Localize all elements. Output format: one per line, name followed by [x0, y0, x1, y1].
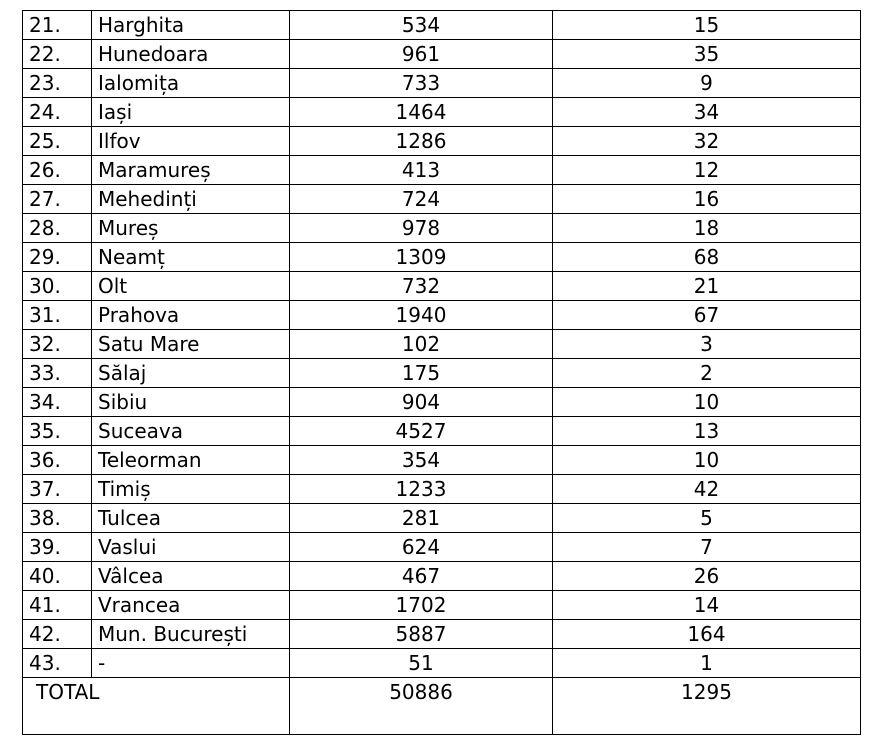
- value-b: 35: [553, 40, 861, 69]
- data-table: [22, 10, 861, 735]
- row-number: 24.: [23, 98, 92, 127]
- row-number: 25.: [23, 127, 92, 156]
- total-value-a: 50886: [290, 678, 553, 735]
- table-row: [23, 417, 861, 446]
- value-b: 12: [553, 156, 861, 185]
- table-row: [23, 591, 861, 620]
- value-b: 26: [553, 562, 861, 591]
- value-a: 724: [290, 185, 553, 214]
- row-number: 43.: [23, 649, 92, 678]
- value-a: 1464: [290, 98, 553, 127]
- value-a: 175: [290, 359, 553, 388]
- county-name: Satu Mare: [92, 330, 290, 359]
- county-name: Iași: [92, 98, 290, 127]
- county-name: Suceava: [92, 417, 290, 446]
- value-a: 5887: [290, 620, 553, 649]
- county-name: Teleorman: [92, 446, 290, 475]
- row-number: 41.: [23, 591, 92, 620]
- county-name: Maramureș: [92, 156, 290, 185]
- row-number: 34.: [23, 388, 92, 417]
- county-name: Vâlcea: [92, 562, 290, 591]
- county-name: Mun. București: [92, 620, 290, 649]
- total-value-b: 1295: [553, 678, 861, 735]
- value-b: 10: [553, 446, 861, 475]
- value-a: 1940: [290, 301, 553, 330]
- table-row: [23, 11, 861, 40]
- county-name: Hunedoara: [92, 40, 290, 69]
- value-b: 10: [553, 388, 861, 417]
- table-row: [23, 272, 861, 301]
- row-number: 26.: [23, 156, 92, 185]
- row-number: 22.: [23, 40, 92, 69]
- value-a: 1233: [290, 475, 553, 504]
- value-a: 467: [290, 562, 553, 591]
- table-body: [23, 11, 861, 735]
- value-b: 3: [553, 330, 861, 359]
- table-row: [23, 649, 861, 678]
- row-number: 33.: [23, 359, 92, 388]
- table-row: [23, 301, 861, 330]
- value-b: 21: [553, 272, 861, 301]
- row-number: 38.: [23, 504, 92, 533]
- table-row: [23, 156, 861, 185]
- value-b: 32: [553, 127, 861, 156]
- table-row: [23, 243, 861, 272]
- table-row: [23, 330, 861, 359]
- value-b: 68: [553, 243, 861, 272]
- value-a: 904: [290, 388, 553, 417]
- value-b: 164: [553, 620, 861, 649]
- value-a: 51: [290, 649, 553, 678]
- value-b: 34: [553, 98, 861, 127]
- table-row: [23, 185, 861, 214]
- table-row: [23, 504, 861, 533]
- value-b: 13: [553, 417, 861, 446]
- value-b: 15: [553, 11, 861, 40]
- table-row: [23, 446, 861, 475]
- value-a: 733: [290, 69, 553, 98]
- total-row: [23, 678, 861, 735]
- row-number: 21.: [23, 11, 92, 40]
- value-a: 1309: [290, 243, 553, 272]
- county-name: Ilfov: [92, 127, 290, 156]
- value-b: 1: [553, 649, 861, 678]
- table-row: [23, 127, 861, 156]
- value-b: 9: [553, 69, 861, 98]
- table-row: [23, 359, 861, 388]
- row-number: 29.: [23, 243, 92, 272]
- value-a: 413: [290, 156, 553, 185]
- table-row: [23, 620, 861, 649]
- value-a: 961: [290, 40, 553, 69]
- county-name: Prahova: [92, 301, 290, 330]
- value-a: 978: [290, 214, 553, 243]
- value-a: 102: [290, 330, 553, 359]
- value-b: 7: [553, 533, 861, 562]
- county-name: Timiș: [92, 475, 290, 504]
- table-row: [23, 98, 861, 127]
- county-name: Neamț: [92, 243, 290, 272]
- county-name: Mureș: [92, 214, 290, 243]
- table-row: [23, 388, 861, 417]
- row-number: 30.: [23, 272, 92, 301]
- row-number: 37.: [23, 475, 92, 504]
- county-name: Vrancea: [92, 591, 290, 620]
- county-name: Sălaj: [92, 359, 290, 388]
- table-row: [23, 214, 861, 243]
- value-a: 354: [290, 446, 553, 475]
- row-number: 42.: [23, 620, 92, 649]
- row-number: 35.: [23, 417, 92, 446]
- value-a: 732: [290, 272, 553, 301]
- county-name: Olt: [92, 272, 290, 301]
- table-row: [23, 475, 861, 504]
- table-row: [23, 40, 861, 69]
- county-name: Vaslui: [92, 533, 290, 562]
- value-a: 4527: [290, 417, 553, 446]
- county-name: Sibiu: [92, 388, 290, 417]
- table-row: [23, 69, 861, 98]
- row-number: 23.: [23, 69, 92, 98]
- table-row: [23, 562, 861, 591]
- value-a: 281: [290, 504, 553, 533]
- value-b: 18: [553, 214, 861, 243]
- table-row: [23, 533, 861, 562]
- value-a: 1702: [290, 591, 553, 620]
- row-number: 28.: [23, 214, 92, 243]
- value-b: 42: [553, 475, 861, 504]
- county-name: Tulcea: [92, 504, 290, 533]
- row-number: 27.: [23, 185, 92, 214]
- county-name: Mehedinți: [92, 185, 290, 214]
- value-b: 67: [553, 301, 861, 330]
- county-name: -: [92, 649, 290, 678]
- value-a: 624: [290, 533, 553, 562]
- value-a: 1286: [290, 127, 553, 156]
- row-number: 31.: [23, 301, 92, 330]
- county-name: Harghita: [92, 11, 290, 40]
- county-name: Ialomița: [92, 69, 290, 98]
- row-number: 40.: [23, 562, 92, 591]
- row-number: 36.: [23, 446, 92, 475]
- value-b: 5: [553, 504, 861, 533]
- row-number: 32.: [23, 330, 92, 359]
- value-b: 2: [553, 359, 861, 388]
- value-b: 14: [553, 591, 861, 620]
- value-a: 534: [290, 11, 553, 40]
- row-number: 39.: [23, 533, 92, 562]
- value-b: 16: [553, 185, 861, 214]
- total-label: TOTAL: [23, 678, 290, 735]
